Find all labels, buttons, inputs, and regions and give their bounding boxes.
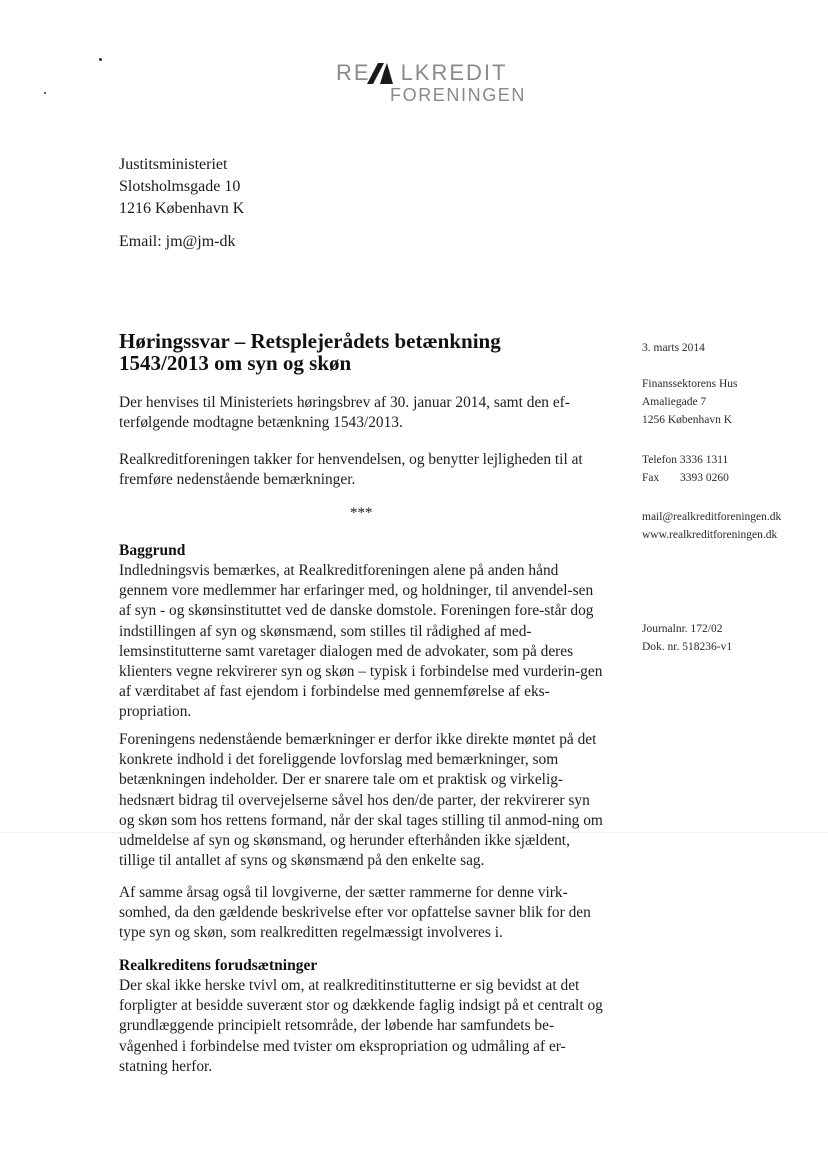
recipient-street: Slotsholmsgade 10 [119,178,241,195]
sender-email: mail@realkreditforeningen.dk [642,511,782,523]
recipient-name: Justitsministeriet [119,156,228,173]
sender-contact [642,451,729,487]
heading-baggrund: Baggrund [119,542,186,559]
phone-number: 3336 1311 [679,454,729,466]
journal-number: Journalnr. 172/02 [642,623,723,635]
sender-online [642,508,781,544]
title-line2: 1543/2013 om syn og skøn [119,351,352,375]
paragraph-text: Af samme årsag også til lovgiverne, der sætter rammerne for denne virk-somhed, da den gældende beskrivelse efter vor opfattelse savner blik for den type syn og skøn, som realkreditten regelmæssigt involveres i. [119,884,591,942]
recipient-city: 1216 København K [119,200,245,217]
document-reference [642,620,732,656]
fax-number: 3393 0260 [680,472,729,484]
sender-website: www.realkreditforeningen.dk [642,529,778,541]
recipient-email: Email: jm@jm-dk [119,233,236,250]
sender-address-line: Finanssektorens Hus [642,378,738,390]
logo-a-mark-icon [366,62,396,84]
fax-label: Fax [642,472,660,484]
title-line1: Høringssvar – Retsplejerådets betænkning [119,329,501,353]
sender-address [642,375,738,429]
logo-text-line2: FORENINGEN [390,85,527,105]
scan-speck [99,58,102,61]
paragraph-text: Indledningsvis bemærkes, at Realkreditforeningen alene på anden hånd gennem vore medlemmer har erfaringer med, og holdninger, til anvendel-sen af syn - og skønsinstituttet ved de danske domstole. Foreningen fore-står dog indstillingen af syn og skønsmænd, som stilles til rådighed af med-lemsinstitutterne samt varetager dialogen med de advokater, som på deres klienters vegne rekvirerer syn og skøn – typisk i forbindelse med vurderin-gen af værditabet af fast ejendom i forbindelse med gennemførelse af eks-propriation. [119,562,603,721]
realkredit-logo [336,62,536,108]
logo-text-line1 [336,62,507,84]
document-number: Dok. nr. 518236-v1 [642,641,733,653]
scan-speck [44,92,46,94]
paragraph-text: Realkreditforeningen takker for henvendelsen, og benytter lejligheden til at fremføre nedenstående bemærkninger. [119,451,583,489]
paragraph-prerequisites [119,976,604,1077]
paragraph-text: Der skal ikke herske tvivl om, at realkreditinstitutterne er sig bevidst at det forpligter at besidde suverænt stor og dækkende faglig indsigt på et centralt og grundlæggende principielt retsområde, der løbende har samfundets be-vågenhed i forbindelse med tvister om ekspropriation og udmåling af er-statning herfor. [119,977,603,1075]
sender-fax [642,469,729,487]
paragraph-text: Foreningens nedenstående bemærkninger er derfor ikke direkte møntet på det konkrete indhold i det foreliggende lovforslag med bemærkninger, som betænkningen indeholder. Der er snarere tale om et praktisk og virkelig-hedsnært bidrag til overvejelserne såvel hos den/de parter, der rekvirerer syn og skøn som hos rettens formand, når der skal tages stilling til anmod-ning om udmeldelse af syn og skønsmand, og herunder efterhånden ikke sjældent, tillige til antallet af syns og skønsmænd på den enkelte sag. [119,731,603,870]
paragraph-thanks [119,450,604,490]
document-title [119,330,559,374]
recipient-address [119,154,244,220]
sender-address-line: Amaliegade 7 [642,396,707,408]
paragraph-remarks [119,730,604,871]
section-separator: *** [350,505,373,521]
paragraph-text: Der henvises til Ministeriets høringsbrev af 30. januar 2014, samt den ef-terfølgende modtagne betænkning 1543/2013. [119,394,570,432]
letter-date: 3. marts 2014 [642,342,705,354]
sender-address-line: 1256 København K [642,414,733,426]
logo-text-re: RE [336,60,371,85]
paragraph-intro [119,393,604,433]
logo-text-lkredit: LKREDIT [400,60,508,85]
heading-forudsaetninger: Realkreditens forudsætninger [119,957,318,974]
paragraph-legislators [119,883,604,944]
phone-label: Telefon [642,454,677,466]
paragraph-background [119,561,604,723]
sender-phone [642,451,729,469]
